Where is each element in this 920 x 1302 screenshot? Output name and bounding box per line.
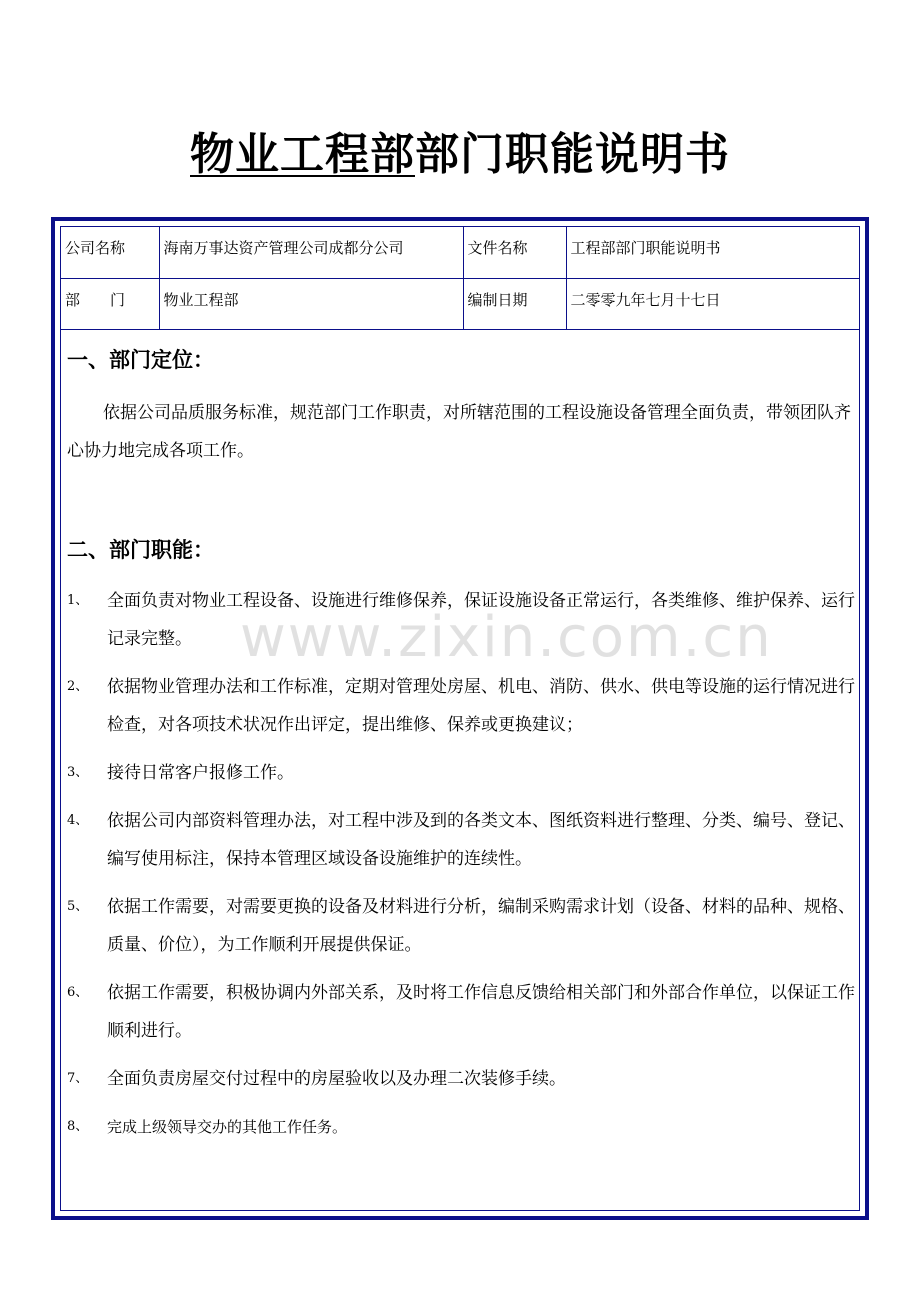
list-item — [67, 1060, 862, 1098]
watermark: www.zixin.com.cn — [240, 605, 773, 670]
list-item — [67, 754, 862, 792]
file-label: 文件名称 — [463, 227, 566, 278]
item-number: 3、 — [67, 765, 89, 780]
item-number: 1、 — [67, 593, 89, 608]
date-label: 编制日期 — [463, 278, 566, 329]
list-item — [67, 668, 862, 744]
item-number: 7、 — [67, 1071, 89, 1086]
section1-heading: 一、部门定位： — [67, 347, 214, 372]
list-item — [67, 974, 862, 1050]
item-text: 依据工作需要，对需要更换的设备及材料进行分析，编制采购需求计划（设备、材料的品种、规格、质量、价位），为工作顺利开展提供保证。 — [107, 897, 855, 955]
title-rest: 部门职能说明书 — [415, 129, 730, 180]
item-number: 5、 — [67, 899, 89, 914]
list-item — [67, 888, 862, 964]
date-value: 二零零九年七月十七日 — [566, 278, 859, 329]
file-value: 工程部部门职能说明书 — [566, 227, 859, 278]
dept-label: 部 门 — [61, 278, 159, 329]
document-inner-frame — [60, 226, 860, 1211]
item-number: 8、 — [67, 1119, 89, 1134]
item-number: 6、 — [67, 985, 89, 1000]
document-title — [0, 118, 920, 182]
meta-table — [61, 227, 859, 330]
section1-text: 依据公司品质服务标准，规范部门工作职责，对所辖范围的工程设施设备管理全面负责，带领团队齐心协力地完成各项工作。 — [67, 403, 851, 461]
list-item — [67, 802, 862, 878]
item-text: 完成上级领导交办的其他工作任务。 — [107, 1118, 348, 1136]
item-text: 全面负责对物业工程设备、设施进行维修保养，保证设施设备正常运行，各类维修、维护保养、运行记录完整。 — [107, 591, 855, 649]
item-number: 2、 — [67, 679, 89, 694]
meta-row-company — [61, 227, 859, 278]
company-value: 海南万事达资产管理公司成都分公司 — [159, 227, 463, 278]
meta-row-dept — [61, 278, 859, 329]
item-text: 依据物业管理办法和工作标准，定期对管理处房屋、机电、消防、供水、供电等设施的运行情况进行检查，对各项技术状况作出评定，提出维修、保养或更换建议； — [107, 677, 855, 735]
company-label: 公司名称 — [61, 227, 159, 278]
title-underlined-part: 物业工程部 — [190, 129, 415, 180]
document-frame — [51, 217, 869, 1220]
dept-value: 物业工程部 — [159, 278, 463, 329]
item-number: 4、 — [67, 813, 89, 828]
item-text: 依据工作需要，积极协调内外部关系，及时将工作信息反馈给相关部门和外部合作单位，以保证工作顺利进行。 — [107, 983, 855, 1041]
section2-heading: 二、部门职能： — [67, 537, 214, 562]
item-text: 全面负责房屋交付过程中的房屋验收以及办理二次装修手续。 — [107, 1069, 566, 1089]
list-item — [67, 1108, 862, 1146]
item-text: 接待日常客户报修工作。 — [107, 763, 294, 783]
item-text: 依据公司内部资料管理办法，对工程中涉及到的各类文本、图纸资料进行整理、分类、编号、登记、编写使用标注，保持本管理区域设备设施维护的连续性。 — [107, 811, 855, 869]
